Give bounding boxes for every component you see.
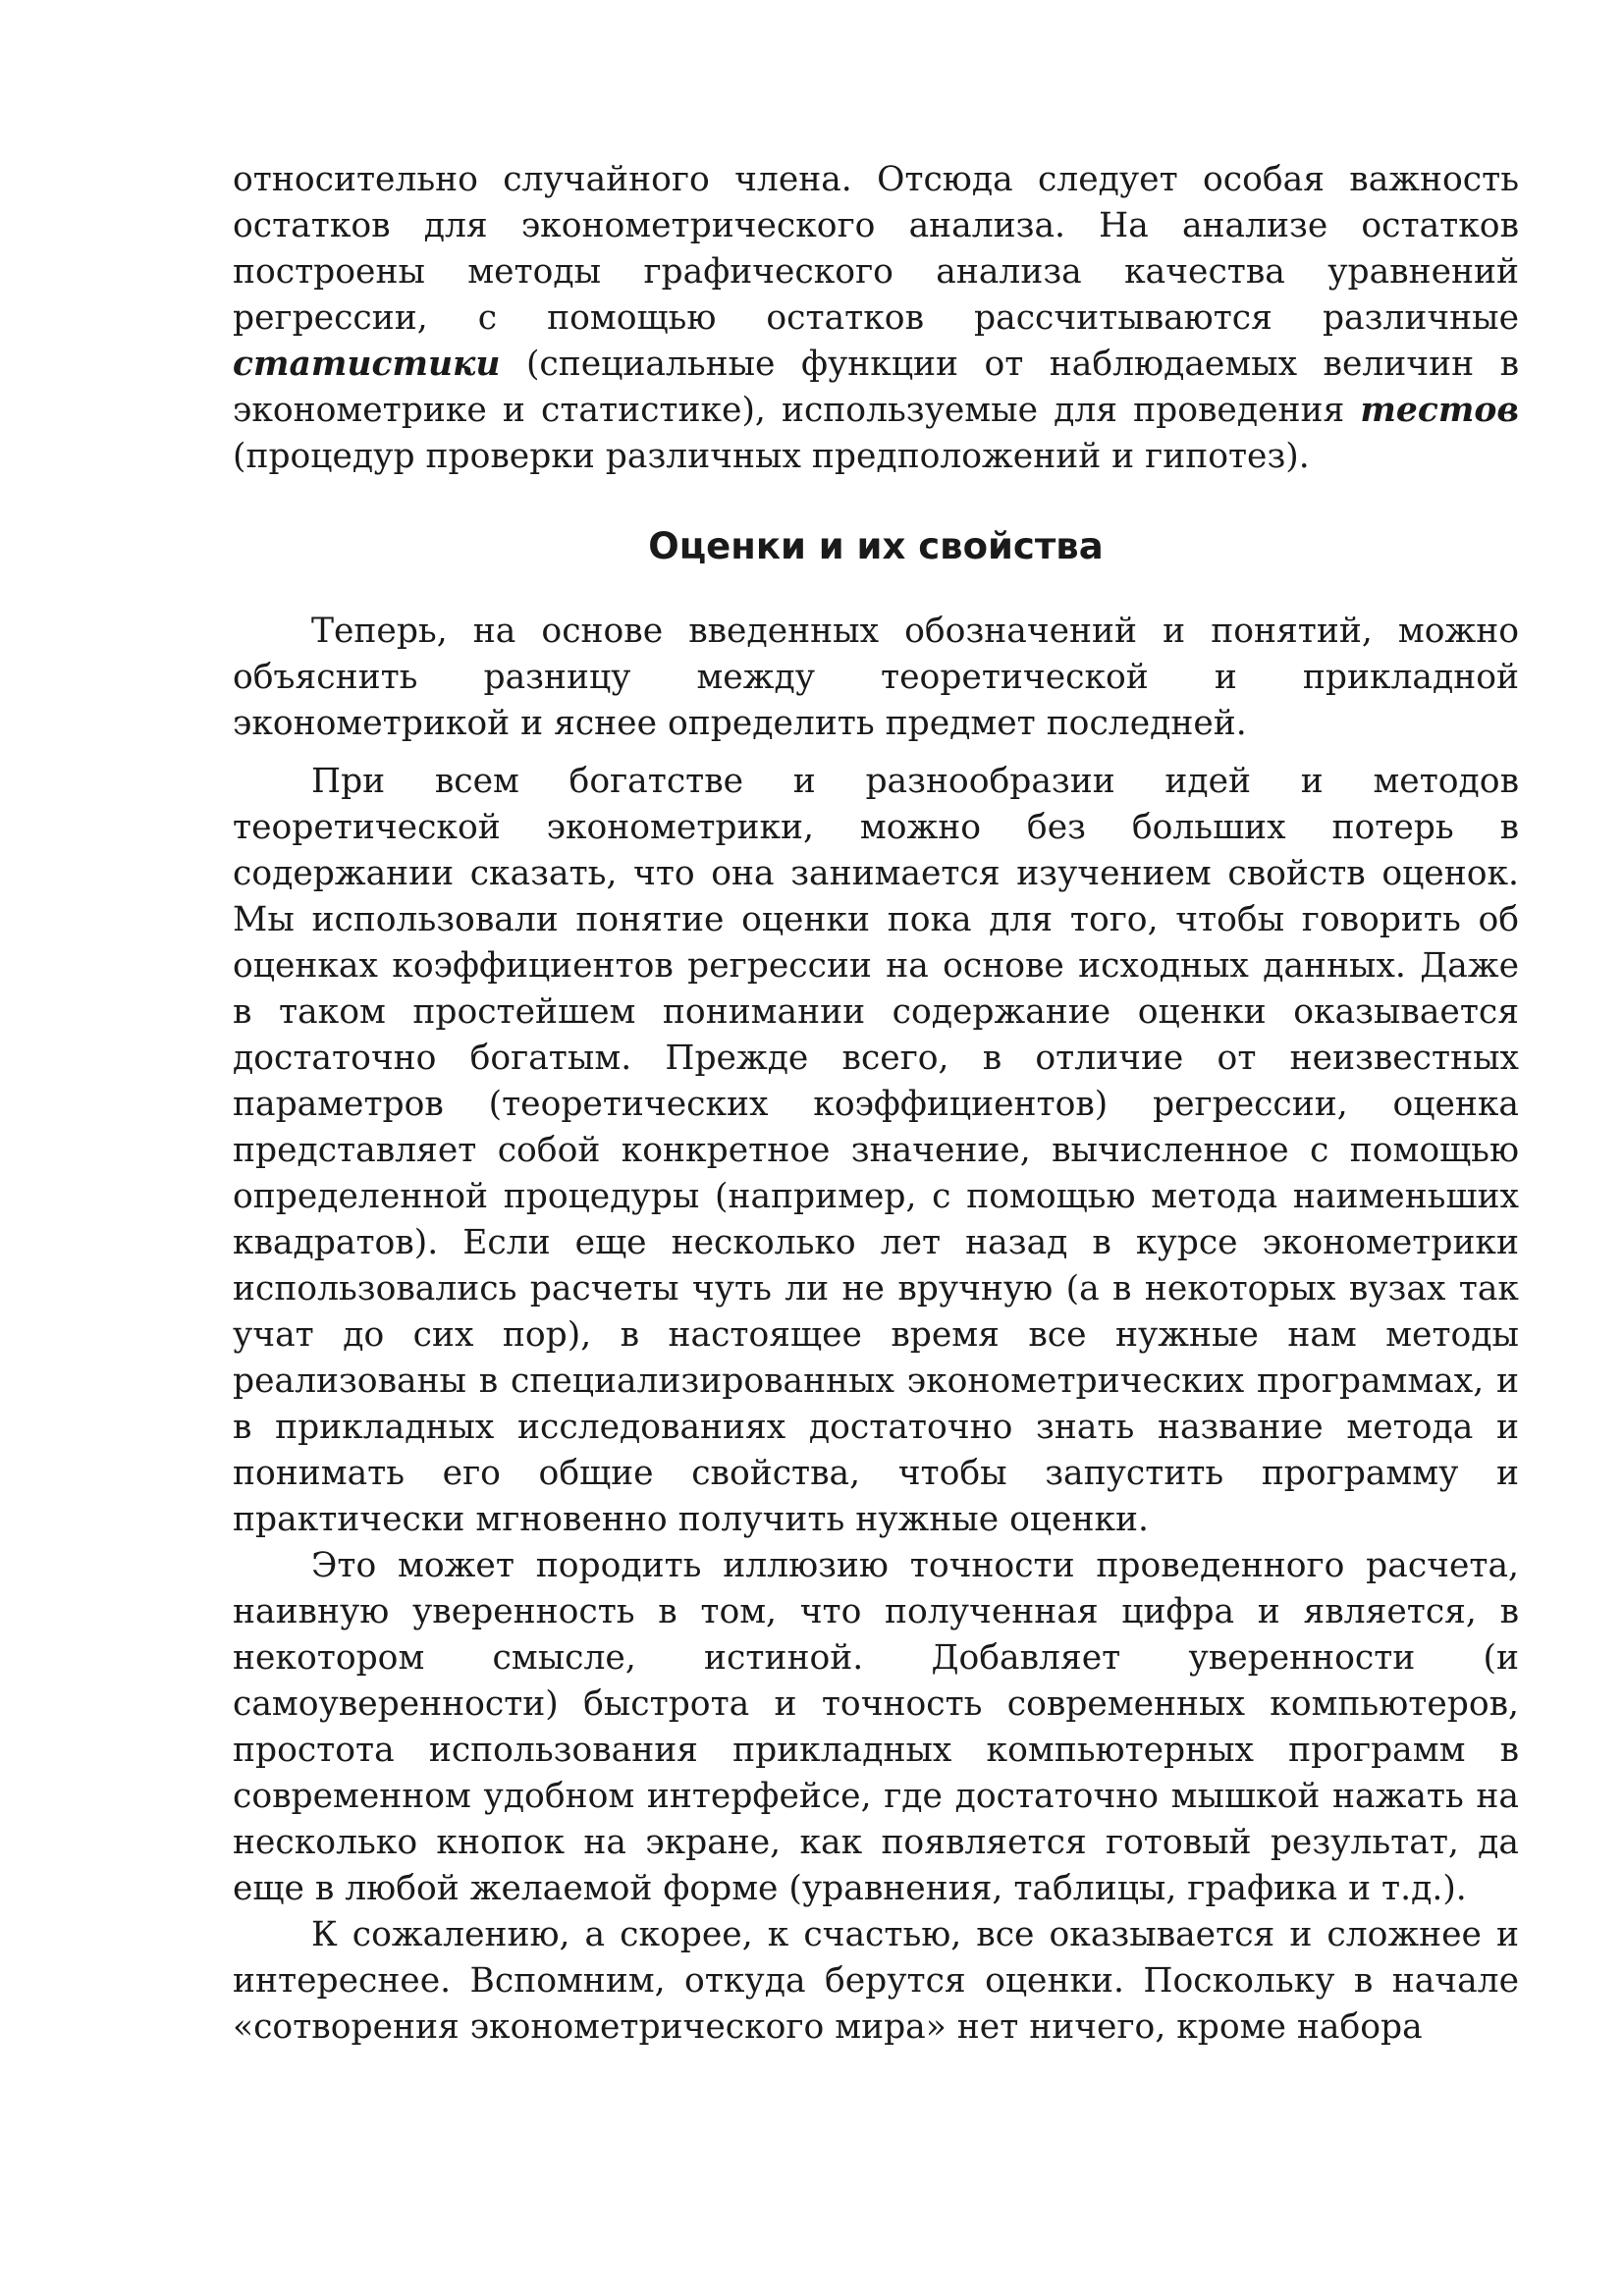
document-page xyxy=(233,157,1519,2051)
paragraph-text: (специальные функции от наблюдаемых величин в эконометрике и статистике), используемые для проведения xyxy=(233,345,1519,430)
term-tests: тестов xyxy=(1360,391,1519,430)
paragraph-introduction: Теперь, на основе введенных обозначений и понятий, можно объяснить разницу между теоретической и прикладной эконометрикой и яснее определить предмет последней. xyxy=(233,612,1519,743)
paragraph-text: относительно случайного члена. Отсюда следует особая важность остатков для эконометрического анализа. На анализе остатков построены методы графического анализа качества уравнений регрессии, с помощью остатков рассчитываются различные xyxy=(233,160,1519,338)
paragraph-illusion-of-precision: Это может породить иллюзию точности проведенного расчета, наивную уверенность в том, что полученная цифра и является, в некотором смысле, истиной. Добавляет уверенности (и самоуверенности) быстрота и точность современных компьютеров, простота использования прикладных компьютерных программ в современном удобном интерфейсе, где достаточно мышкой нажать на несколько кнопок на экране, как появляется готовый результат, да еще в любой желаемой форме (уравнения, таблицы, графика и т.д.). xyxy=(233,1546,1519,1908)
paragraph-residuals xyxy=(233,157,1519,480)
paragraph-text: (процедур проверки различных предположений и гипотез). xyxy=(233,437,1310,476)
section-heading: Оценки и их свойства xyxy=(648,525,1104,567)
paragraph-theoretical-econometrics: При всем богатстве и разнообразии идей и методов теоретической эконометрики, можно без больших потерь в содержании сказать, что она занимается изучением свойств оценок. Мы использовали понятие оценки пока для того, чтобы говорить об оценках коэффициентов регрессии на основе исходных данных. Даже в таком простейшем понимании содержание оценки оказывается достаточно богатым. Прежде всего, в отличие от неизвестных параметров (теоретических коэффициентов) регрессии, оценка представляет собой конкретное значение, вычисленное с помощью определенной процедуры (например, с помощью метода наименьших квадратов). Если еще несколько лет назад в курсе эконометрики использовались расчеты чуть ли не вручную (а в некоторых вузах так учат до сих пор), в настоящее время все нужные нам методы реализованы в специализированных эконометрических программах, и в прикладных исследованиях достаточно знать название метода и понимать его общие свойства, чтобы запустить программу и практически мгновенно получить нужные оценки. xyxy=(233,762,1519,1539)
paragraph-origin-of-estimates: К сожалению, а скорее, к счастью, все оказывается и сложнее и интереснее. Вспомним, откуда берутся оценки. Поскольку в начале «сотворения эконометрического мира» нет ничего, кроме набора xyxy=(233,1915,1519,2047)
term-statistics: статистики xyxy=(233,345,501,384)
